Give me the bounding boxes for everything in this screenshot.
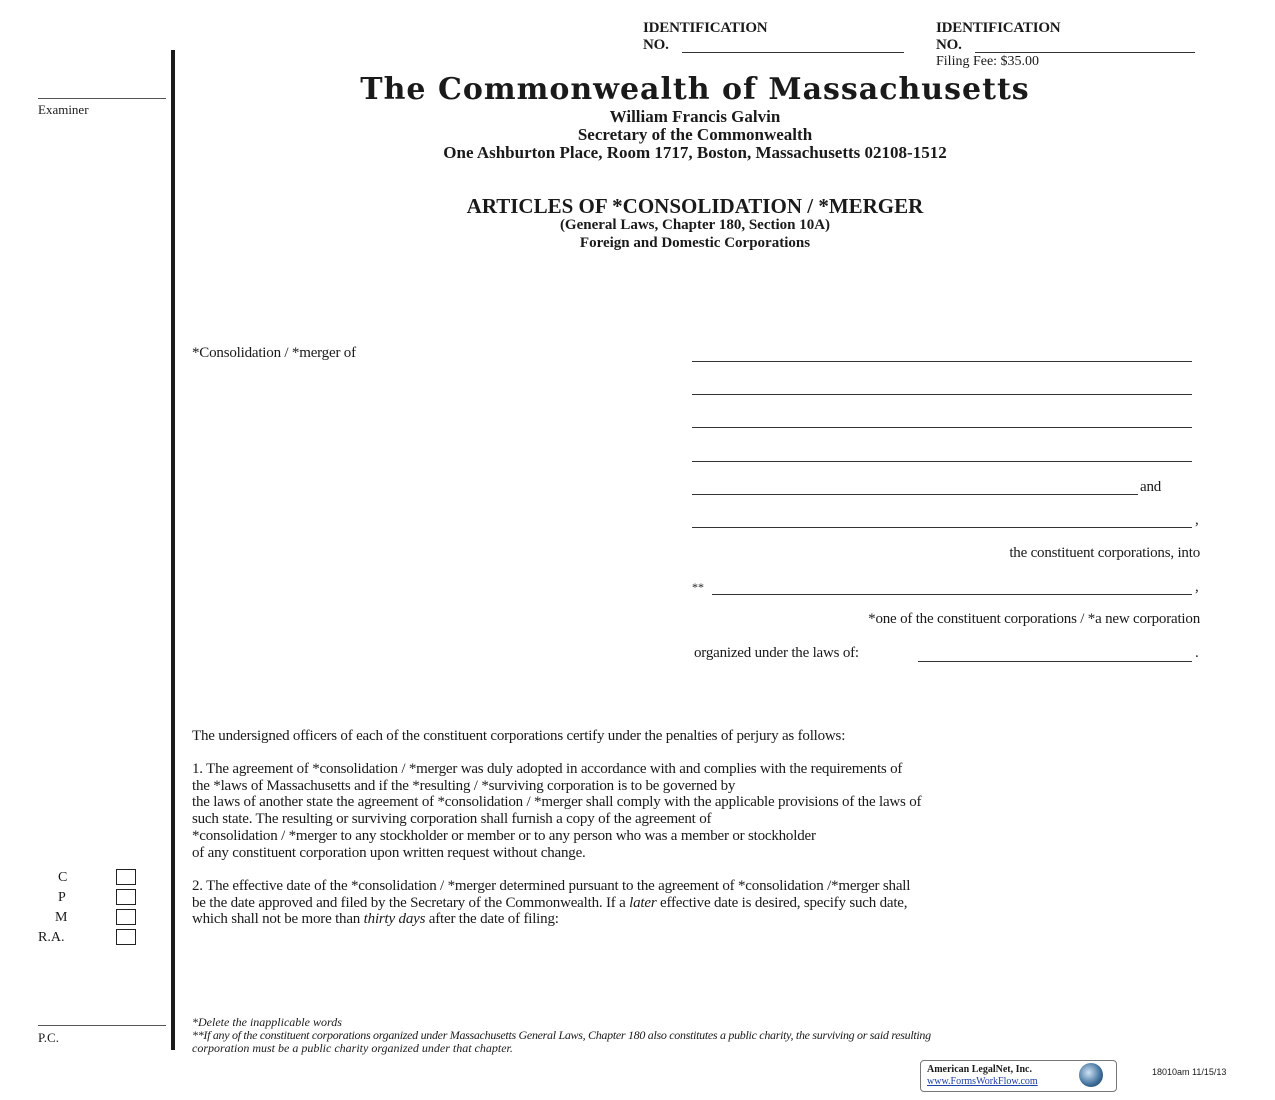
- form-code: 18010am 11/15/13: [1152, 1067, 1227, 1077]
- paragraph-1: [192, 761, 921, 861]
- secretary-title: Secretary of the Commonwealth: [577, 125, 813, 144]
- examiner-line: [38, 98, 166, 99]
- pc-label: P.C.: [38, 1030, 59, 1045]
- state-of-organization-field[interactable]: [918, 660, 1192, 662]
- footnote-2-line-2: corporation must be a public charity organized under that chapter.: [192, 1041, 513, 1055]
- checkbox-label-c: C: [58, 870, 68, 885]
- intro-text: The undersigned officers of each of the constituent corporations certify under the penalties of perjury as follows:: [192, 728, 846, 744]
- office-address: One Ashburton Place, Room 1717, Boston, Massachusetts 02108-1512: [443, 143, 947, 162]
- id-label-1: IDENTIFICATION: [643, 20, 768, 36]
- secretary-name: William Francis Galvin: [609, 107, 781, 126]
- commonwealth-title: The Commonwealth of Massachusetts: [360, 72, 1030, 107]
- id-no-label-2: NO.: [936, 37, 962, 53]
- checkbox-m[interactable]: [116, 909, 136, 925]
- filing-fee: Filing Fee: $35.00: [936, 54, 1040, 69]
- corporation-name-field-3[interactable]: [692, 426, 1192, 428]
- emphasis: later: [629, 894, 657, 911]
- comma-1: ,: [1195, 512, 1199, 528]
- vendor-link[interactable]: www.FormsWorkFlow.com: [927, 1076, 1038, 1087]
- period: .: [1195, 645, 1199, 661]
- id-number-field-2[interactable]: [975, 51, 1195, 53]
- vendor-name: American LegalNet, Inc.: [927, 1064, 1032, 1075]
- vendor-logo: [920, 1060, 1117, 1092]
- paragraph-2: [192, 878, 910, 928]
- text: after the date of filing:: [425, 911, 559, 928]
- statute-reference: (General Laws, Chapter 180, Section 10A): [559, 217, 831, 233]
- paragraph-1-line: such state. The resulting or surviving corporation shall furnish a copy of the agreement of: [192, 811, 712, 828]
- paragraph-2-line: [192, 895, 910, 912]
- corporation-name-field-1[interactable]: [692, 360, 1192, 362]
- footnote-2-line-1: **If any of the constituent corporations organized under Massachusetts General Laws, Chapter 180 also constitutes a public charity, the surviving or said resulting: [192, 1028, 931, 1042]
- merger-of-label: *Consolidation / *merger of: [192, 345, 356, 361]
- paragraph-2-line: [192, 911, 910, 928]
- paragraph-1-line: the laws of another state the agreement of *consolidation / *merger shall comply with the applicable provisions of the laws of: [192, 794, 922, 811]
- form-title: ARTICLES OF *CONSOLIDATION / *MERGER: [466, 194, 924, 218]
- pc-line: [38, 1025, 166, 1026]
- paragraph-1-line: the *laws of Massachusetts and if the *resulting / *surviving corporation is to be governed by: [192, 777, 736, 794]
- constituent-into-label: the constituent corporations, into: [1009, 545, 1200, 561]
- text: be the date approved and filed by the Secretary of the Commonwealth. If a: [192, 894, 630, 911]
- globe-icon: [1079, 1063, 1103, 1087]
- footnote-1: *Delete the inapplicable words: [192, 1015, 342, 1029]
- corporation-name-field-4[interactable]: [692, 460, 1192, 462]
- form-subtitle: Foreign and Domestic Corporations: [579, 235, 811, 251]
- checkbox-label-ra: R.A.: [38, 930, 65, 945]
- text: which shall not be more than: [192, 911, 364, 928]
- organized-under-label: organized under the laws of:: [694, 645, 859, 661]
- checkbox-p[interactable]: [116, 889, 136, 905]
- paragraph-1-line: of any constituent corporation upon written request without change.: [192, 844, 586, 861]
- and-label: and: [1140, 479, 1162, 495]
- comma-2: ,: [1195, 579, 1199, 595]
- paragraph-1-line: 1. The agreement of *consolidation / *merger was duly adopted in accordance with and complies with the requirements of: [192, 761, 903, 777]
- sidebar-divider: [171, 50, 175, 1050]
- paragraph-1-line: *consolidation / *merger to any stockholder or member or to any person who was a member or stockholder: [192, 827, 816, 844]
- text: effective date is desired, specify such date,: [656, 894, 908, 911]
- corporation-name-field-5[interactable]: [692, 493, 1138, 495]
- emphasis: thirty days: [363, 911, 426, 928]
- checkbox-label-m: M: [55, 910, 68, 925]
- one-of-label: *one of the constituent corporations / *a new corporation: [868, 611, 1200, 627]
- id-label-2: IDENTIFICATION: [936, 20, 1061, 36]
- double-star-marker: **: [692, 580, 704, 594]
- checkbox-c[interactable]: [116, 869, 136, 885]
- corporation-name-field-2[interactable]: [692, 393, 1192, 395]
- paragraph-2-line: 2. The effective date of the *consolidation / *merger determined pursuant to the agreement of *consolidation /*merger shall: [192, 878, 911, 894]
- resulting-corporation-field[interactable]: [712, 593, 1192, 595]
- examiner-label: Examiner: [38, 102, 89, 117]
- corporation-name-field-6[interactable]: [692, 526, 1192, 528]
- id-number-field-1[interactable]: [682, 51, 904, 53]
- id-no-label-1: NO.: [643, 37, 669, 53]
- checkbox-ra[interactable]: [116, 929, 136, 945]
- checkbox-label-p: P: [58, 890, 66, 905]
